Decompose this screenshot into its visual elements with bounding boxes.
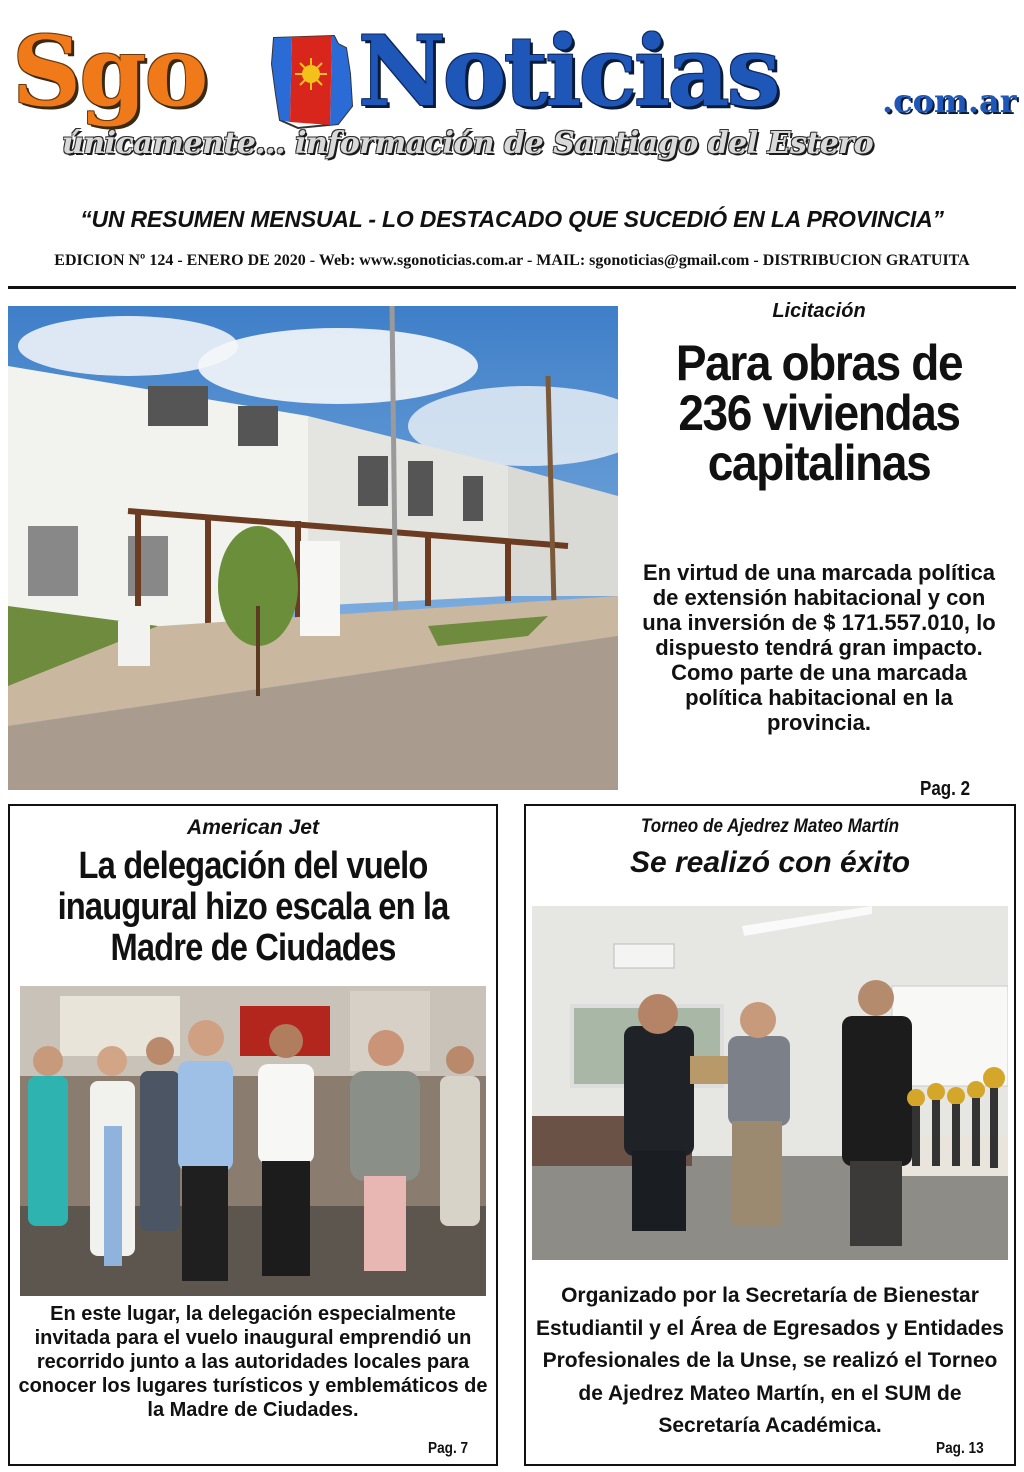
right-story-summary: Organizado por la Secretaría de Bienestar Estudiantil y el Área de Egresados y Entidades Profesionales de la Unse, se realizó el Torneo de Ajedrez Mateo Martín, en el SUM de Secretaría Académica. [536, 1284, 1004, 1438]
right-story-kicker: Torneo de Ajedrez Mateo Martín [640, 816, 900, 837]
edition-info: EDICION Nº 124 - ENERO DE 2020 - Web: www.sgonoticias.com.ar - MAIL: sgonoticias@gmail.com - DISTRIBUCION GRATUITA [54, 252, 970, 269]
left-story-page-ref[interactable]: Pag. 7 [428, 1440, 469, 1457]
chess-tournament-story [524, 804, 1016, 1466]
left-story-headline[interactable]: La delegación del vuelo inaugural hizo escala en la Madre de Ciudades [57, 845, 449, 970]
delegation-photo[interactable] [20, 986, 486, 1296]
housing-photo-image [8, 306, 618, 790]
tagline: únicamente... información de Santiago del Estero [62, 126, 874, 161]
masthead [0, 0, 1024, 200]
chess-award-photo-image [532, 906, 1008, 1260]
left-story-kicker: American Jet [187, 816, 319, 839]
american-jet-story [8, 804, 498, 1466]
logo-noticias-text: Noticias [358, 15, 778, 128]
province-flag-map-icon [268, 34, 356, 130]
logo-sgo-text: Sgo [12, 15, 207, 128]
logo[interactable] [10, 15, 1017, 128]
header-divider [8, 286, 1016, 289]
top-story-summary: En virtud de una marcada política de extensión habitacional y con una inversión de $ 171.557.010, lo dispuesto tendrá gran impacto. Como parte de una marcada política habitacional en la provincia. [642, 560, 996, 736]
top-story-kicker: Licitación [772, 300, 866, 322]
right-story-page-ref[interactable]: Pag. 13 [936, 1440, 984, 1457]
monthly-summary-banner: “UN RESUMEN MENSUAL - LO DESTACADO QUE SUCEDIÓ EN LA PROVINCIA” [80, 206, 944, 232]
left-story-summary: En este lugar, la delegación especialmente invitada para el vuelo inaugural emprendió un recorrido junto a las autoridades locales para conocer los lugares turísticos y emblemáticos de la Madre de Ciudades. [18, 1303, 488, 1421]
logo-domain-text: .com.ar [882, 82, 1017, 120]
chess-award-photo[interactable] [532, 906, 1008, 1260]
top-story-headline[interactable]: Para obras de 236 viviendas capitalinas [675, 335, 963, 491]
right-story-headline[interactable]: Se realizó con éxito [629, 846, 911, 879]
housing-photo[interactable] [8, 306, 618, 790]
top-story-page-ref[interactable]: Pag. 2 [920, 778, 971, 800]
delegation-photo-image [20, 986, 486, 1296]
